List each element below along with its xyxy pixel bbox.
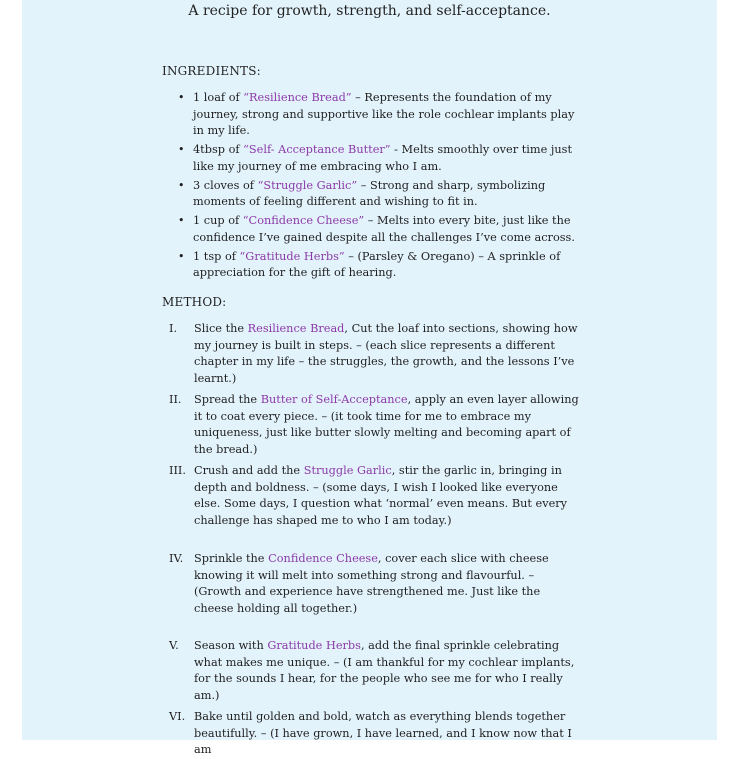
bullet-icon: • [178, 91, 185, 104]
bullet-icon: • [178, 143, 185, 156]
step-number: I. [169, 322, 178, 335]
ingredient-name: “Confidence Cheese” [242, 214, 365, 227]
step-ingredient: Resilience Bread [247, 322, 345, 335]
document-subtitle: A recipe for growth, strength, and self-acceptance. [188, 3, 551, 19]
ingredient-name: “Resilience Bread” [243, 91, 352, 104]
method-step: IV. Sprinkle the Confidence Cheese, cover each slice with cheese knowing it will melt into something strong and flavourful. – (Growth and experience have strengthened me. Just like the cheese holding all together.) [169, 552, 549, 615]
ingredient-name: “Struggle Garlic” [257, 178, 358, 192]
ingredient-name: “Self- Acceptance Butter” [243, 143, 391, 156]
ingredient-item: • 4tbsp of “Self- Acceptance Butter” - Melts smoothly over time just like my journey of me embracing who I am. [178, 143, 572, 173]
method-step: V. Season with Gratitude Herbs, add the final sprinkle celebrating what makes me unique. – (I am thankful for my cochlear implants, for the sounds I hear, for the people who see me for who I really am.) [169, 639, 575, 702]
step-number: III. [169, 464, 186, 477]
method-step: II. Spread the Butter of Self-Acceptance, apply an even layer allowing it to coat every piece. – (it took time for me to embrace my uniqueness, just like butter slowly melting and becoming apart of the bread.) [169, 393, 579, 456]
ingredient-item: • 3 cloves of “Struggle Garlic” – Strong and sharp, symbolizing moments of feeling different and wishing to fit in. [178, 178, 546, 208]
ingredient-item: • 1 cup of “Confidence Cheese” – Melts into every bite, just like the confidence I’ve gained despite all the challenges I’ve come across. [178, 214, 575, 244]
ingredients-heading: INGREDIENTS: [162, 64, 261, 78]
ingredients-list [162, 90, 582, 284]
ingredient-name: “Gratitude Herbs” [239, 249, 345, 263]
method-heading: METHOD: [162, 295, 227, 309]
bullet-icon: • [178, 178, 185, 192]
step-ingredient: Struggle Garlic [303, 464, 392, 477]
method-step: III. Crush and add the Struggle Garlic, stir the garlic in, bringing in depth and boldness. – (some days, I wish I looked like everyone else. Some days, I question what ‘normal’ even means. But every challenge has shaped me to who I am today.) [169, 464, 568, 527]
step-number: VI. [169, 710, 186, 723]
step-number: IV. [169, 552, 184, 565]
method-step: I. Slice the Resilience Bread, Cut the loaf into sections, showing how my journey is built in steps. – (each slice represents a different chapter in my life – the struggles, the growth, and the lessons I’ve learnt.) [169, 322, 578, 385]
document-page [22, 0, 717, 756]
ingredient-item: • 1 tsp of “Gratitude Herbs” – (Parsley & Oregano) – A sprinkle of appreciation for the gift of hearing. [178, 249, 561, 279]
method-step: VI. Bake until golden and bold, watch as everything blends together beautifully. – (I have grown, I have learned, and I know now that I am [169, 710, 572, 756]
step-ingredient: Butter of Self-Acceptance [260, 393, 408, 406]
ingredient-item: • 1 loaf of “Resilience Bread” – Represents the foundation of my journey, strong and supportive like the role cochlear implants play in my life. [178, 91, 575, 137]
step-number: V. [169, 639, 179, 652]
step-ingredient: Gratitude Herbs [267, 639, 361, 652]
step-number: II. [169, 393, 182, 406]
bullet-icon: • [178, 214, 185, 227]
bullet-icon: • [178, 249, 185, 263]
step-ingredient: Confidence Cheese [268, 552, 378, 565]
